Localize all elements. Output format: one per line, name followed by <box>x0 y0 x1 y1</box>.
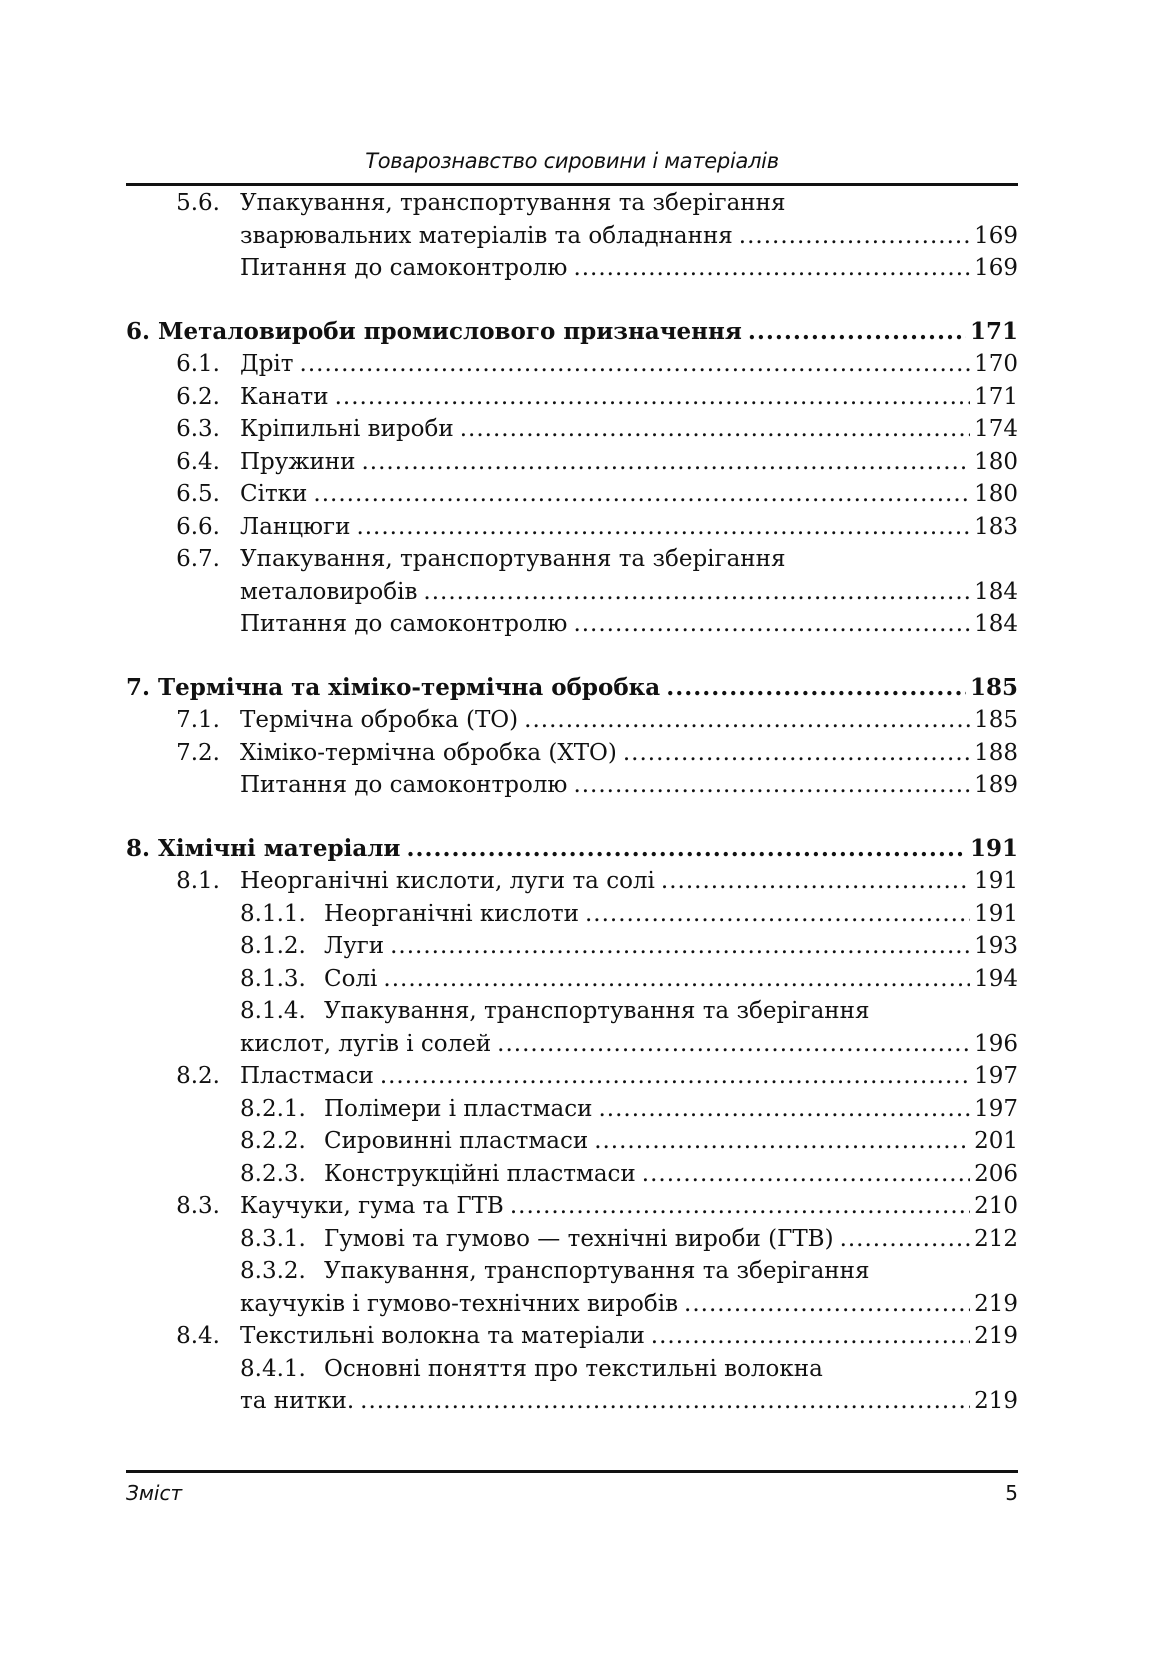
toc-page-number: 185 <box>969 673 1018 701</box>
toc-title: зварювальних матеріалів та обладнання <box>240 222 733 249</box>
toc-number: 6.5. <box>176 481 220 507</box>
toc-page-number: 193 <box>974 933 1018 959</box>
toc-entry[interactable] <box>126 252 1018 285</box>
toc-number: 6.3. <box>176 416 220 442</box>
toc-title: Пластмаси <box>240 1063 374 1089</box>
toc-entry[interactable] <box>126 1190 1018 1223</box>
dot-leader <box>383 963 970 996</box>
toc-entry[interactable] <box>126 478 1018 511</box>
toc-entry[interactable] <box>126 381 1018 414</box>
toc-number: 8.2.1. <box>240 1095 306 1122</box>
dot-leader <box>423 576 970 609</box>
dot-leader <box>313 478 970 511</box>
toc-number: 6.7. <box>176 546 220 572</box>
toc-number: 8.1.1. <box>240 900 306 927</box>
toc-title: Полімери і пластмаси <box>324 1095 593 1122</box>
toc-title: Упакування, транспортування та зберігання <box>240 190 786 216</box>
toc-page-number: 180 <box>974 481 1018 507</box>
toc-number: 8.1. <box>176 868 220 894</box>
dot-leader <box>361 446 970 479</box>
toc-number: 8.2.2. <box>240 1128 306 1154</box>
toc-page-number: 170 <box>974 351 1018 377</box>
dot-leader <box>497 1028 970 1061</box>
toc-title: Неорганічні кислоти, луги та солі <box>240 868 655 894</box>
toc-subentry[interactable] <box>126 963 1018 996</box>
dot-leader <box>356 511 970 544</box>
toc-entry[interactable] <box>126 1060 1018 1093</box>
toc-title: Текстильні волокна та матеріали <box>240 1323 645 1349</box>
toc-page-number: 196 <box>974 1030 1018 1057</box>
dot-leader <box>573 608 970 641</box>
toc-entry[interactable] <box>126 737 1018 770</box>
toc-subentry[interactable] <box>126 1125 1018 1158</box>
dot-leader <box>573 252 970 285</box>
toc-entry[interactable] <box>126 1320 1018 1353</box>
toc-subentry[interactable] <box>126 930 1018 963</box>
toc-page-number: 194 <box>974 965 1018 992</box>
toc-entry[interactable] <box>126 187 1018 220</box>
toc-page-number: 183 <box>974 513 1018 540</box>
toc-page-number: 180 <box>974 448 1018 475</box>
toc-chapter-title: 6. Металовироби промислового призначення <box>126 317 742 345</box>
dot-leader <box>460 413 970 446</box>
dot-leader <box>642 1158 970 1191</box>
dot-leader <box>524 704 970 737</box>
toc-number: 5.6. <box>176 190 220 216</box>
toc-chapter[interactable] <box>126 672 1018 705</box>
toc-title: Луги <box>324 933 385 959</box>
dot-leader <box>510 1190 970 1223</box>
dot-leader <box>623 737 970 770</box>
toc-title: Пружини <box>240 448 356 475</box>
toc-title: Упакування, транспортування та зберігання <box>324 998 870 1024</box>
toc-page-number: 219 <box>974 1388 1018 1414</box>
toc-title: металовиробів <box>240 578 418 605</box>
dot-leader <box>739 220 970 253</box>
toc-title: Каучуки, гума та ГТВ <box>240 1193 504 1219</box>
header-rule <box>126 183 1018 186</box>
toc-title: Сировинні пластмаси <box>324 1128 589 1154</box>
toc-title: Дріт <box>240 351 294 377</box>
toc-subentry[interactable] <box>126 1255 1018 1288</box>
toc-title: Неорганічні кислоти <box>324 900 579 927</box>
toc-page-number: 174 <box>974 416 1018 442</box>
dot-leader <box>585 898 970 931</box>
toc-number: 6.1. <box>176 351 220 377</box>
footer-section-label: Зміст <box>126 1481 183 1505</box>
toc-page-number: 206 <box>974 1160 1018 1187</box>
toc-page-number: 197 <box>974 1095 1018 1122</box>
toc-title: Питання до самоконтролю <box>240 255 568 281</box>
toc-entry[interactable] <box>126 543 1018 576</box>
toc-page-number: 184 <box>974 611 1018 637</box>
toc-chapter[interactable] <box>126 316 1018 349</box>
footer-rule <box>126 1470 1018 1473</box>
toc-subentry[interactable] <box>126 1223 1018 1256</box>
toc-page-number: 212 <box>974 1225 1018 1252</box>
toc-page-number: 219 <box>974 1323 1018 1349</box>
toc-number: 6.4. <box>176 448 220 475</box>
toc-title: Термічна обробка (ТО) <box>240 707 519 733</box>
toc-title: Кріпильні вироби <box>240 416 454 442</box>
toc-chapter-title: 8. Хімічні матеріали <box>126 834 401 862</box>
toc-title: Солі <box>324 965 378 992</box>
dot-leader <box>390 930 970 963</box>
toc-title: каучуків і гумово-технічних виробів <box>240 1290 679 1317</box>
toc-page-number: 191 <box>974 900 1018 927</box>
dot-leader <box>661 865 970 898</box>
dot-leader <box>598 1093 970 1126</box>
toc-number: 8.3.1. <box>240 1225 306 1252</box>
toc-page-number: 169 <box>974 255 1018 281</box>
toc-title: Гумові та гумово — технічні вироби (ГТВ) <box>324 1225 834 1252</box>
toc-number: 8.2. <box>176 1063 220 1089</box>
toc-title: Конструкційні пластмаси <box>324 1160 636 1187</box>
dot-leader <box>407 833 966 866</box>
toc-page-number: 171 <box>974 383 1018 410</box>
toc-entry[interactable] <box>126 865 1018 898</box>
toc-number: 6.2. <box>176 383 220 410</box>
toc-subentry[interactable] <box>126 898 1018 931</box>
toc-subentry[interactable] <box>126 1288 1018 1321</box>
toc-title: Питання до самоконтролю <box>240 611 568 637</box>
toc-entry[interactable] <box>126 413 1018 446</box>
toc-page-number: 191 <box>969 834 1018 862</box>
dot-leader <box>840 1223 971 1256</box>
toc-page-number: 171 <box>969 317 1018 345</box>
toc-number: 8.3. <box>176 1193 220 1219</box>
table-of-contents <box>126 187 1018 1418</box>
toc-entry[interactable] <box>126 348 1018 381</box>
toc-title: Ланцюги <box>240 513 351 540</box>
toc-number: 7.1. <box>176 707 220 733</box>
toc-entry[interactable] <box>126 511 1018 544</box>
toc-page-number: 191 <box>974 868 1018 894</box>
dot-leader <box>651 1320 970 1353</box>
toc-entry[interactable] <box>126 220 1018 253</box>
footer-page-number: 5 <box>1005 1481 1018 1505</box>
dot-leader <box>666 672 966 705</box>
toc-page-number: 210 <box>974 1193 1018 1219</box>
toc-number: 8.3.2. <box>240 1258 306 1284</box>
toc-number: 8.1.3. <box>240 965 306 992</box>
toc-number: 6.6. <box>176 513 220 540</box>
toc-entry[interactable] <box>126 446 1018 479</box>
toc-page-number: 188 <box>974 739 1018 766</box>
toc-entry[interactable] <box>126 769 1018 802</box>
toc-number: 8.4. <box>176 1323 220 1349</box>
dot-leader <box>360 1385 970 1418</box>
toc-page-number: 184 <box>974 578 1018 605</box>
toc-page-number: 189 <box>974 772 1018 798</box>
toc-title: Хіміко-термічна обробка (ХТО) <box>240 739 617 766</box>
dot-leader <box>573 769 970 802</box>
running-header: Товарознавство сировини і матеріалів <box>365 149 779 173</box>
toc-title: Упакування, транспортування та зберігання <box>324 1258 870 1284</box>
toc-title: кислот, лугів і солей <box>240 1030 492 1057</box>
dot-leader <box>748 316 966 349</box>
toc-entry[interactable] <box>126 576 1018 609</box>
toc-title: Сітки <box>240 481 308 507</box>
toc-title: Упакування, транспортування та зберігання <box>240 546 786 572</box>
dot-leader <box>380 1060 970 1093</box>
toc-page-number: 219 <box>974 1290 1018 1317</box>
toc-subentry[interactable] <box>126 995 1018 1028</box>
toc-page-number: 169 <box>974 222 1018 249</box>
toc-subentry[interactable] <box>126 1385 1018 1418</box>
dot-leader <box>300 348 971 381</box>
toc-number: 8.1.2. <box>240 933 306 959</box>
toc-title: та нитки. <box>240 1388 355 1414</box>
toc-title: Основні поняття про текстильні волокна <box>324 1355 823 1382</box>
toc-subentry[interactable] <box>126 1093 1018 1126</box>
toc-entry[interactable] <box>126 608 1018 641</box>
dot-leader <box>594 1125 970 1158</box>
toc-page-number: 185 <box>974 707 1018 733</box>
toc-title: Канати <box>240 383 329 410</box>
toc-page-number: 201 <box>974 1128 1018 1154</box>
toc-number: 8.1.4. <box>240 998 306 1024</box>
toc-page-number: 197 <box>974 1063 1018 1089</box>
toc-chapter-title: 7. Термічна та хіміко-термічна обробка <box>126 673 661 701</box>
toc-number: 8.2.3. <box>240 1160 306 1187</box>
toc-chapter[interactable] <box>126 833 1018 866</box>
toc-number: 7.2. <box>176 739 220 766</box>
toc-number: 8.4.1. <box>240 1355 306 1382</box>
dot-leader <box>684 1288 970 1321</box>
toc-entry[interactable] <box>126 704 1018 737</box>
dot-leader <box>335 381 970 414</box>
toc-subentry[interactable] <box>126 1158 1018 1191</box>
toc-title: Питання до самоконтролю <box>240 772 568 798</box>
toc-subentry[interactable] <box>126 1028 1018 1061</box>
toc-subentry[interactable] <box>126 1353 1018 1386</box>
